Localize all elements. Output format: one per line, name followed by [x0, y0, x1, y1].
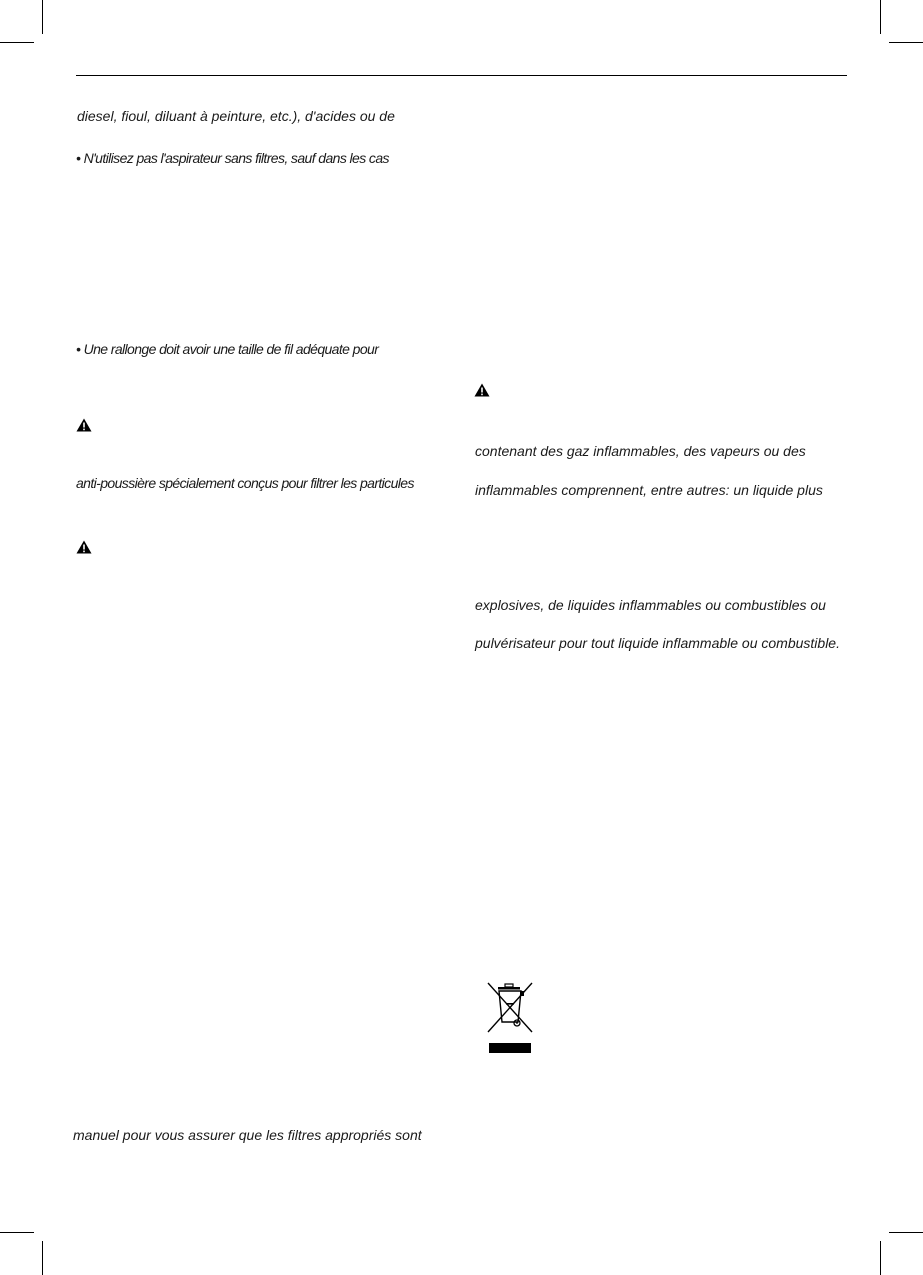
crop-mark-bottom-left-horizontal	[0, 1232, 34, 1233]
crop-mark-top-left-horizontal	[0, 42, 34, 43]
right-text-line: inflammables comprennent, entre autres: un liquide plus	[475, 482, 823, 498]
crop-mark-top-right-vertical	[880, 0, 881, 34]
crop-mark-bottom-left-vertical	[42, 1241, 43, 1275]
right-text-line: pulvérisateur pour tout liquide inflammable ou combustible.	[475, 635, 840, 651]
left-text-line: • N'utilisez pas l'aspirateur sans filtres, sauf dans les cas	[76, 150, 389, 166]
crossed-out-wheelie-bin-icon	[485, 979, 535, 1055]
warning-triangle-icon	[76, 540, 92, 554]
crop-mark-bottom-right-vertical	[880, 1241, 881, 1275]
right-text-line: explosives, de liquides inflammables ou combustibles ou	[475, 597, 826, 613]
left-text-line: diesel, fioul, diluant à peinture, etc.), d'acides ou de	[77, 108, 395, 124]
left-text-line: anti-poussière spécialement conçus pour filtrer les particules	[76, 475, 414, 491]
right-text-line: contenant des gaz inflammables, des vapeurs ou des	[475, 443, 806, 459]
crop-mark-top-left-vertical	[42, 0, 43, 34]
crop-mark-top-right-horizontal	[889, 42, 923, 43]
crop-mark-bottom-right-horizontal	[889, 1232, 923, 1233]
header-rule	[76, 75, 847, 76]
left-text-line: • Une rallonge doit avoir une taille de fil adéquate pour	[76, 341, 379, 357]
warning-triangle-icon	[474, 383, 490, 397]
warning-triangle-icon	[76, 418, 92, 432]
left-text-line: manuel pour vous assurer que les filtres appropriés sont	[73, 1127, 422, 1143]
